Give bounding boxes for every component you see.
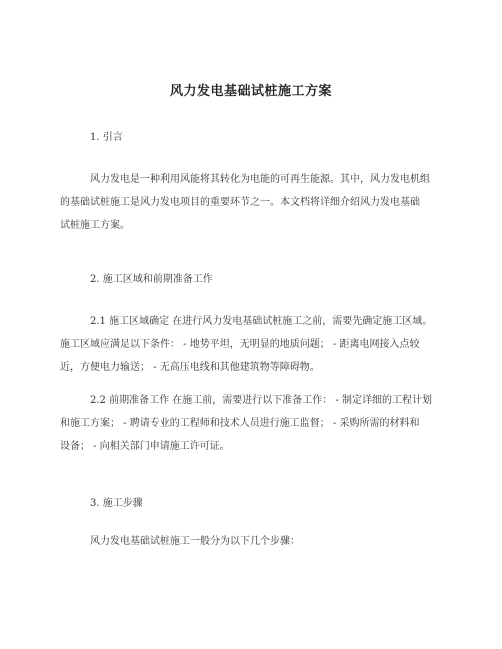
section-3-paragraph [60,530,415,553]
paragraph-line: 近，方便电力输送； - 无高压电线和其他建筑物等障碍物。 [60,362,320,373]
section-heading-3: 3. 施工步骤 [90,498,143,509]
section-heading-1: 1. 引言 [90,132,123,143]
paragraph-line: 施工区域应满足以下条件： - 地势平坦，无明显的地质问题； - 距离电网接入点较 [60,339,420,350]
paragraph-line: 的基础试桩施工是风力发电项目的重要环节之一。本文档将详细介绍风力发电基础 [60,197,420,208]
subsection-2-2-paragraph [60,389,432,458]
section-heading-2: 2. 施工区域和前期准备工作 [90,274,213,285]
paragraph-line: 和施工方案； - 聘请专业的工程师和技术人员进行施工监督； - 采购所需的材料和 [60,418,420,429]
section-1-paragraph [60,168,430,237]
subsection-2-1-paragraph [60,310,433,379]
paragraph-line: 设备； - 向相关部门申请施工许可证。 [60,441,230,452]
paragraph-line: 2.1 施工区域确定 在进行风力发电基础试桩施工之前，需要先确定施工区域。 [90,316,433,327]
paragraph-line: 2.2 前期准备工作 在施工前，需要进行以下准备工作： - 制定详细的工程计划 [90,395,432,406]
paragraph-line: 风力发电是一种利用风能将其转化为电能的可再生能源。其中，风力发电机组 [90,174,430,185]
paragraph-line: 风力发电基础试桩施工一般分为以下几个步骤： [90,536,300,547]
document-title: 风力发电基础试桩施工方案 [169,84,332,99]
paragraph-line: 试桩施工方案。 [60,220,130,231]
